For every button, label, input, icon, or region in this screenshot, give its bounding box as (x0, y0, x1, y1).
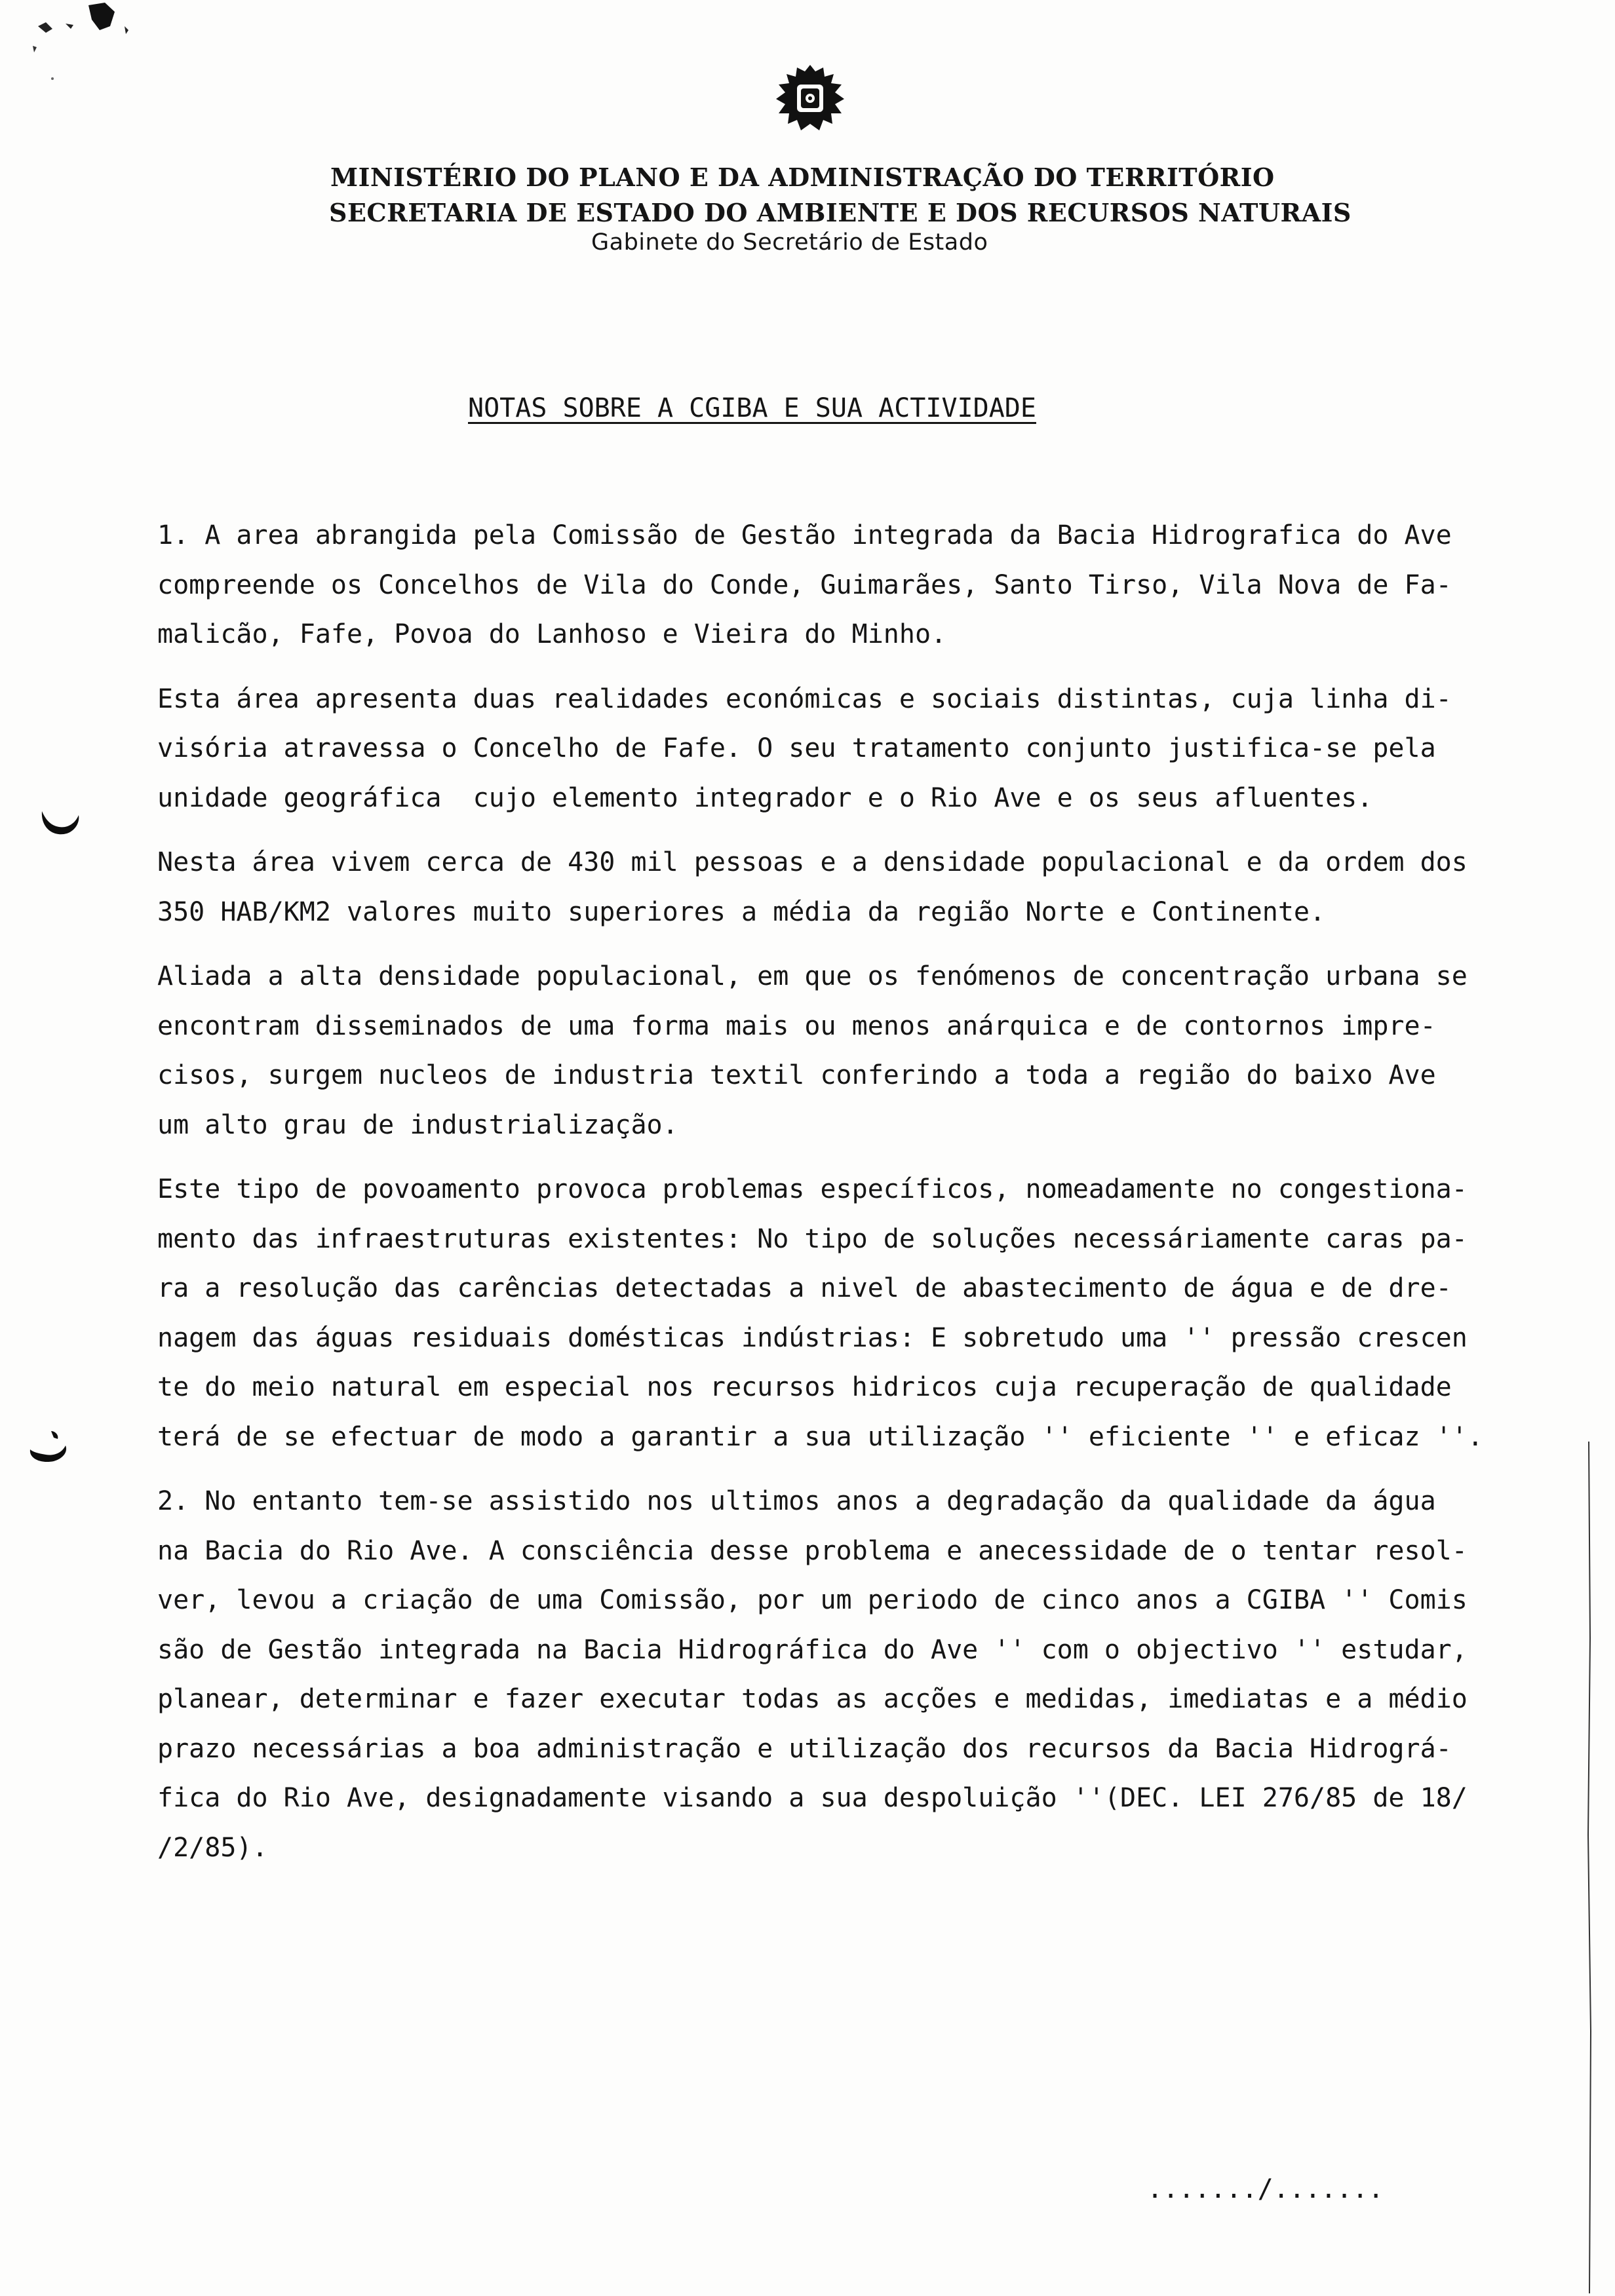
office-name: Gabinete do Secretário de Estado (591, 229, 988, 256)
text-line: fica do Rio Ave, designadamente visando a sua despoluição ''(DEC. LEI 276/85 de 18/ (157, 1783, 1468, 1813)
document-body (157, 511, 1527, 1888)
text-line: unidade geográfica cujo elemento integrador e o Rio Ave e os seus afluentes. (157, 782, 1373, 813)
text-line: malicão, Fafe, Povoa do Lanhoso e Vieira do Minho. (157, 619, 947, 649)
text-line: planear, determinar e fazer executar todas as acções e medidas, imediatas e a médio (157, 1684, 1468, 1714)
text-line: ra a resolução das carências detectadas a nivel de abastecimento de água e de dre- (157, 1273, 1452, 1303)
text-line: mento das infraestruturas existentes: No tipo de soluções necessáriamente caras pa- (157, 1223, 1468, 1254)
text-line: são de Gestão integrada na Bacia Hidrográfica do Ave '' com o objectivo '' estudar, (157, 1634, 1468, 1665)
punch-hole-mark-icon (25, 1423, 71, 1469)
text-line: compreende os Concelhos de Vila do Conde, Guimarães, Santo Tirso, Vila Nova de Fa- (157, 569, 1452, 600)
page-continuation-marker: ......./....... (1147, 2174, 1384, 2204)
ministry-name: MINISTÉRIO DO PLANO E DA ADMINISTRAÇÃO DO TERRITÓRIO (330, 163, 1275, 192)
scanned-page-edge (1585, 1442, 1598, 2293)
paragraph (157, 1477, 1527, 1873)
paragraph (157, 675, 1527, 824)
paragraph (157, 1165, 1527, 1462)
paragraph (157, 511, 1527, 660)
text-line: Aliada a alta densidade populacional, em que os fenómenos de concentração urbana se (157, 961, 1468, 991)
text-line: 1. A area abrangida pela Comissão de Gestão integrada da Bacia Hidrografica do Ave (157, 520, 1452, 550)
paragraph (157, 838, 1527, 937)
text-line: encontram disseminados de uma forma mais ou menos anárquica e de contornos impre- (157, 1010, 1436, 1041)
coat-of-arms-icon (771, 62, 849, 134)
document-title: NOTAS SOBRE A CGIBA E SUA ACTIVIDADE (468, 393, 1036, 423)
text-line: Esta área apresenta duas realidades económicas e sociais distintas, cuja linha di- (157, 683, 1452, 714)
text-line: cisos, surgem nucleos de industria textil conferindo a toda a região do baixo Ave (157, 1060, 1436, 1090)
text-line: terá de se efectuar de modo a garantir a sua utilização '' eficiente '' e eficaz ''. (157, 1421, 1483, 1452)
text-line: Nesta área vivem cerca de 430 mil pessoas e a densidade populacional e da ordem dos (157, 847, 1468, 877)
text-line: 350 HAB/KM2 valores muito superiores a média da região Norte e Continente. (157, 896, 1326, 927)
text-line: te do meio natural em especial nos recursos hidricos cuja recuperação de qualidade (157, 1372, 1452, 1402)
punch-hole-mark-icon (38, 799, 84, 845)
text-line: na Bacia do Rio Ave. A consciência desse problema e anecessidade de o tentar resol- (157, 1535, 1468, 1566)
text-line: visória atravessa o Concelho de Fafe. O seu tratamento conjunto justifica-se pela (157, 733, 1436, 763)
text-line: ver, levou a criação de uma Comissão, por um periodo de cinco anos a CGIBA '' Comis (157, 1585, 1468, 1615)
text-line: prazo necessárias a boa administração e utilização dos recursos da Bacia Hidrográ- (157, 1733, 1452, 1764)
corner-stamp-mark (26, 0, 157, 98)
secretariat-name: SECRETARIA DE ESTADO DO AMBIENTE E DOS RECURSOS NATURAIS (329, 198, 1352, 227)
paragraph (157, 952, 1527, 1150)
text-line: nagem das águas residuais domésticas indústrias: E sobretudo uma '' pressão crescen (157, 1322, 1468, 1353)
text-line: um alto grau de industrialização. (157, 1109, 678, 1140)
text-line: /2/85). (157, 1832, 268, 1863)
text-line: 2. No entanto tem-se assistido nos ultimos anos a degradação da qualidade da água (157, 1486, 1436, 1516)
text-line: Este tipo de povoamento provoca problemas específicos, nomeadamente no congestiona- (157, 1174, 1468, 1204)
